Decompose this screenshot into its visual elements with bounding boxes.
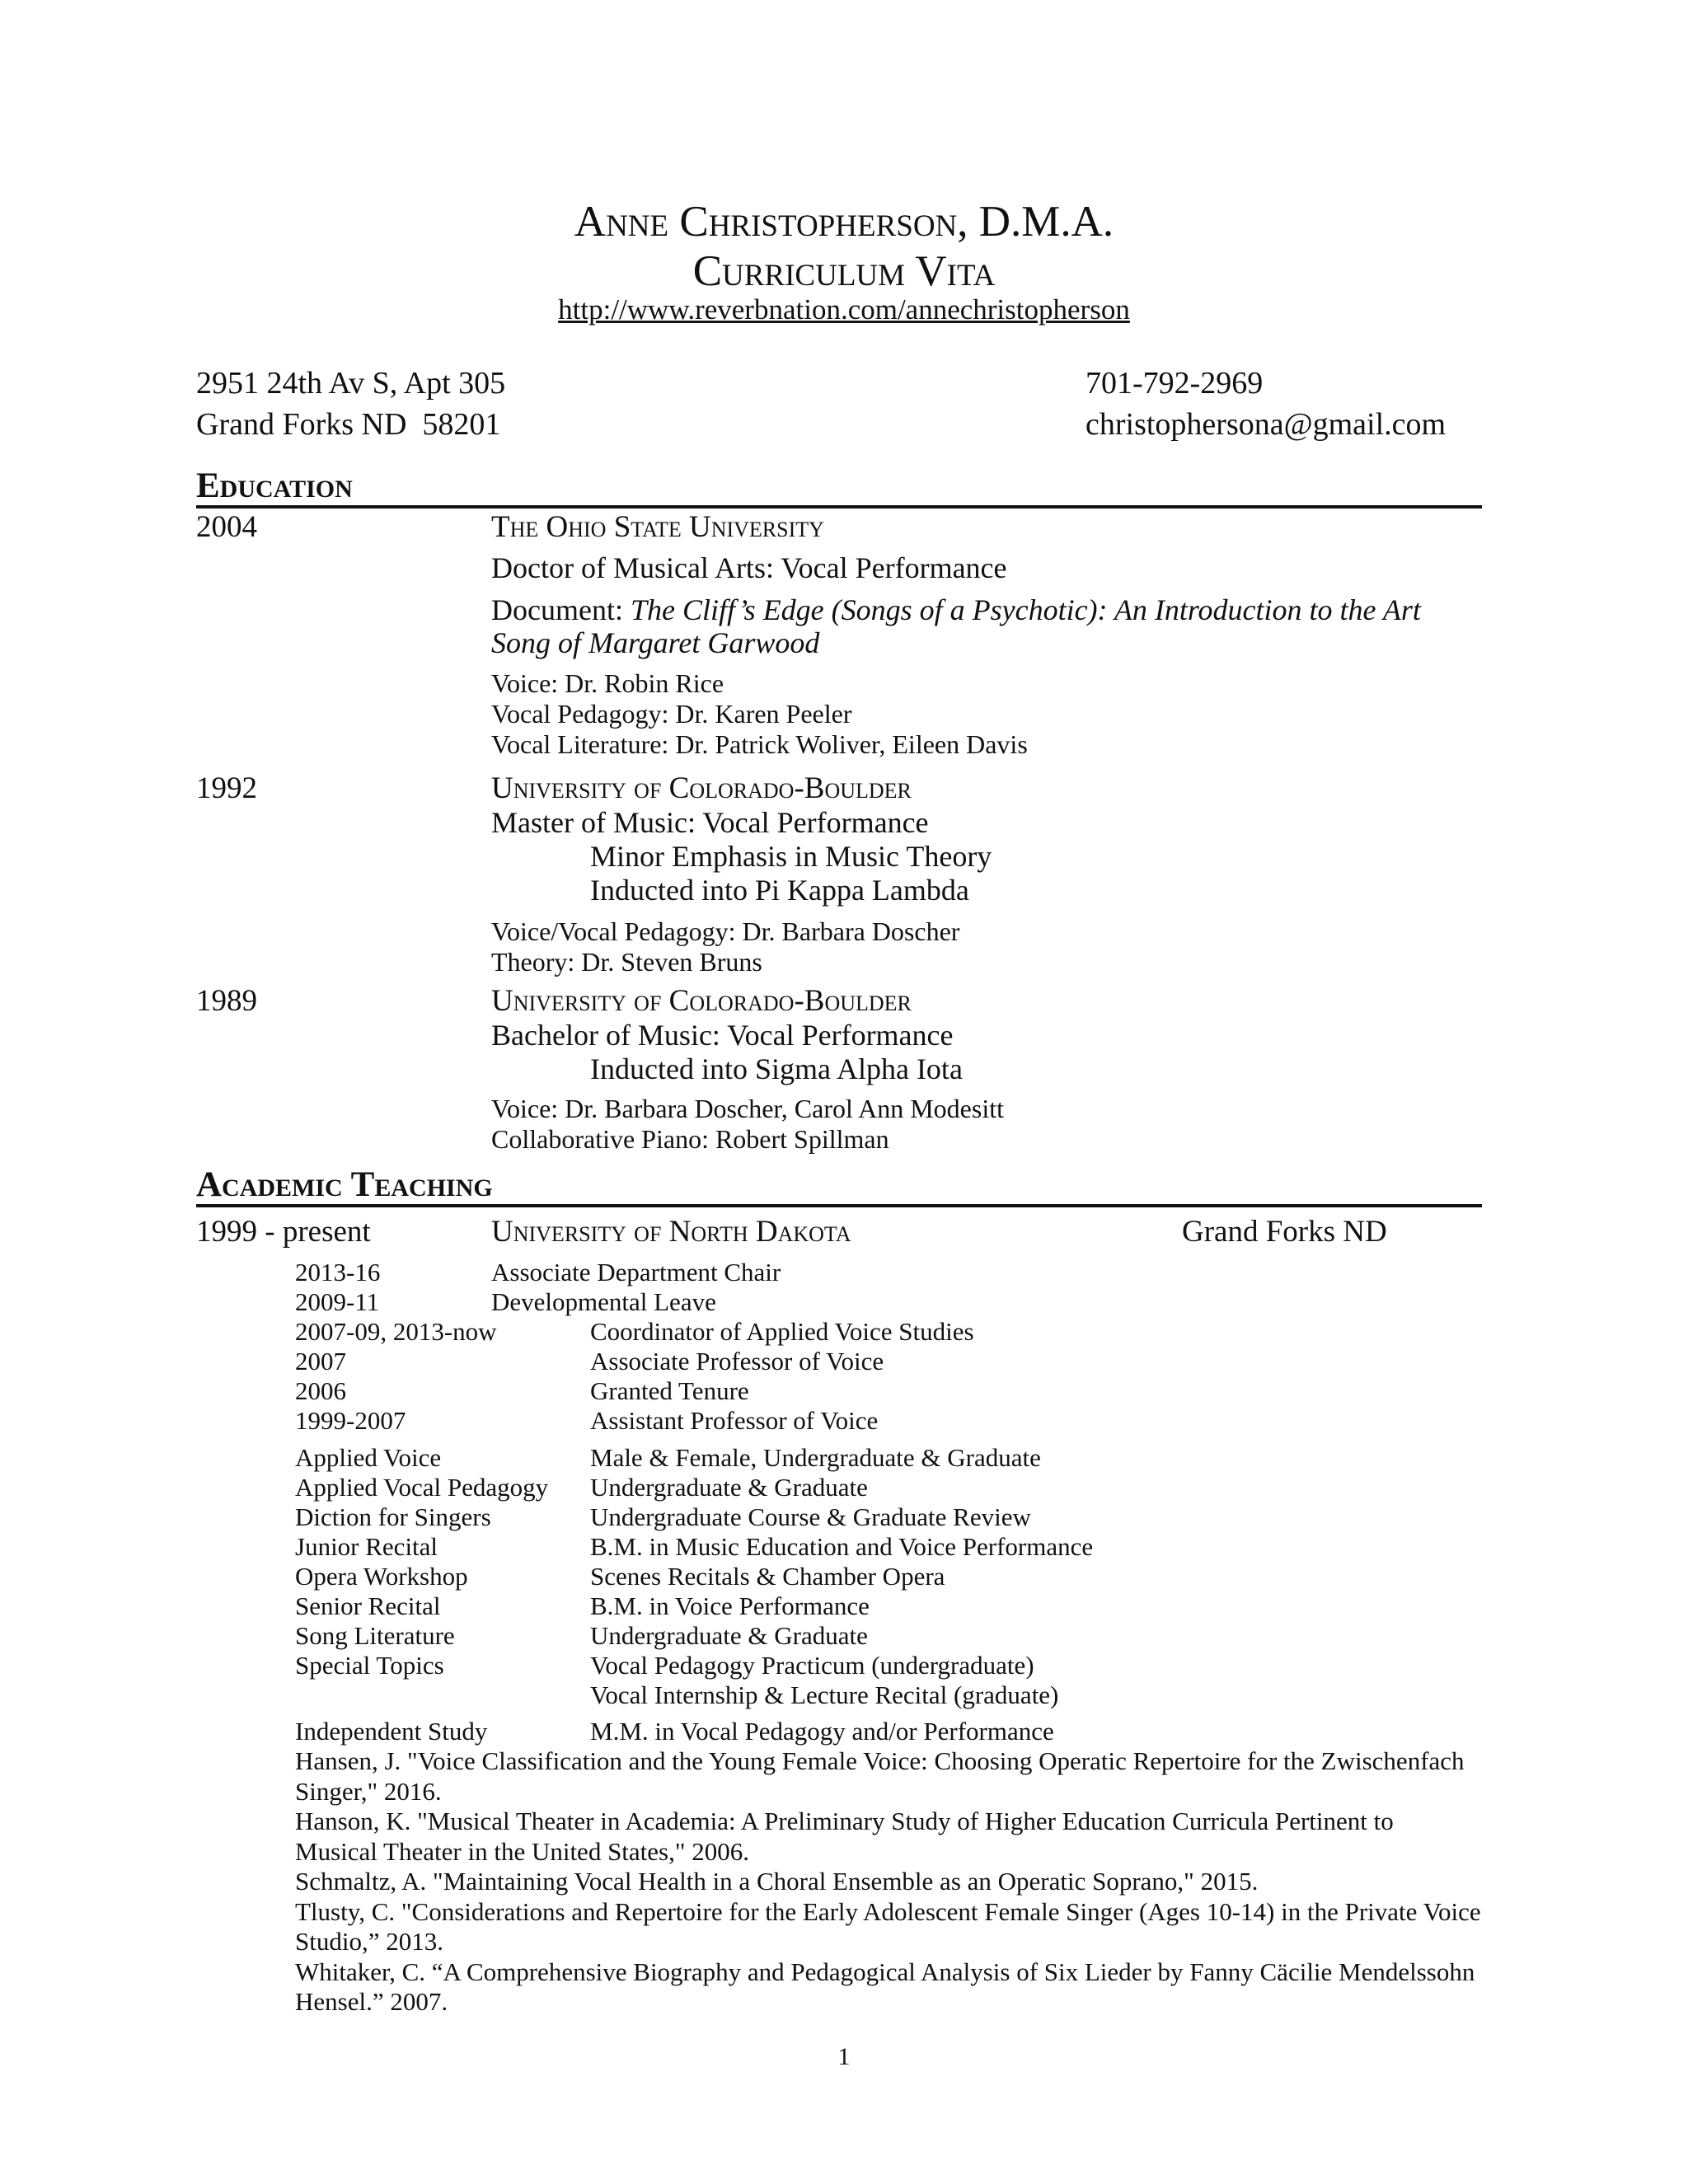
education-teacher: Theory: Dr. Steven Bruns <box>491 947 762 977</box>
course-name: Independent Study <box>295 1717 488 1746</box>
email-address[interactable]: christophersona@gmail.com <box>1085 407 1447 442</box>
thesis-entry: Whitaker, C. “A Comprehensive Biography and Pedagogical Analysis of Six Lieder by Fanny Cäcilie Mendelssohn Hensel.” 2007. <box>295 1957 1475 2016</box>
position-role: Associate Department Chair <box>491 1258 781 1286</box>
course-name: Applied Voice <box>295 1443 442 1472</box>
education-degree: Doctor of Musical Arts: Vocal Performance <box>491 551 1007 584</box>
teaching-period: 1999 - present <box>196 1215 371 1249</box>
education-note: Minor Emphasis in Music Theory <box>590 840 992 873</box>
education-teacher: Vocal Pedagogy: Dr. Karen Peeler <box>491 699 852 729</box>
page-number: 1 <box>837 2043 851 2070</box>
course-desc: Vocal Internship & Lecture Recital (graduate) <box>590 1680 1059 1709</box>
position-role: Coordinator of Applied Voice Studies <box>590 1317 974 1346</box>
education-teacher: Vocal Literature: Dr. Patrick Woliver, Eileen Davis <box>491 729 1028 759</box>
course-desc: Vocal Pedagogy Practicum (undergraduate) <box>590 1651 1034 1680</box>
education-teacher: Voice/Vocal Pedagogy: Dr. Barbara Doscher <box>491 916 960 946</box>
education-year: 2004 <box>196 510 257 544</box>
thesis-entry: Tlusty, C. "Considerations and Repertoire for the Early Adolescent Female Singer (Ages 10-14) in the Private Voice Studio,” 2013. <box>295 1896 1481 1956</box>
education-note: Inducted into Sigma Alpha Iota <box>590 1052 963 1085</box>
education-degree: Master of Music: Vocal Performance <box>491 806 929 839</box>
cv-title: Curriculum Vita <box>692 247 996 295</box>
address-line-1: 2951 24th Av S, Apt 305 <box>196 366 506 401</box>
position-years: 1999-2007 <box>295 1406 406 1435</box>
course-name: Special Topics <box>295 1651 444 1680</box>
thesis-entry: Schmaltz, A. "Maintaining Vocal Health in a Choral Ensemble as an Operatic Soprano," 2015. <box>295 1867 1259 1896</box>
course-desc: Undergraduate & Graduate <box>590 1621 868 1650</box>
education-year: 1989 <box>196 984 257 1018</box>
document-label: Document: <box>491 593 631 626</box>
contact-block <box>1085 363 1446 445</box>
website-link-text[interactable]: http://www.reverbnation.com/annechristopherson <box>558 293 1130 326</box>
education-teacher: Collaborative Piano: Robert Spillman <box>491 1124 889 1154</box>
education-teacher: Voice: Dr. Barbara Doscher, Carol Ann Modesitt <box>491 1094 1004 1123</box>
education-note: Inducted into Pi Kappa Lambda <box>590 874 969 907</box>
thesis-entry: Hansen, J. "Voice Classification and the Young Female Voice: Choosing Operatic Repertoire for the Zwischenfach Singer," 2016. <box>295 1746 1465 1806</box>
document-title-line-1: The Cliff’s Edge (Songs of a Psychotic): An Introduction to the Art <box>630 593 1421 626</box>
website-link[interactable] <box>0 293 1688 327</box>
teaching-heading: Academic Teaching <box>196 1165 1482 1207</box>
position-years: 2009-11 <box>295 1287 380 1316</box>
course-name: Junior Recital <box>295 1532 438 1561</box>
thesis-list <box>295 1746 1482 2018</box>
course-name: Song Literature <box>295 1621 455 1650</box>
cv-name: Anne Christopherson, D.M.A. <box>574 198 1114 246</box>
education-heading: Education <box>196 466 1482 509</box>
course-desc: B.M. in Voice Performance <box>590 1591 870 1620</box>
course-desc: Undergraduate & Graduate <box>590 1473 868 1502</box>
course-desc: Undergraduate Course & Graduate Review <box>590 1502 1031 1531</box>
education-institution: University of Colorado-Boulder <box>491 771 912 805</box>
phone-number: 701-792-2969 <box>1085 366 1264 401</box>
course-name: Opera Workshop <box>295 1562 468 1591</box>
position-years: 2007 <box>295 1347 346 1376</box>
course-desc: Male & Female, Undergraduate & Graduate <box>590 1443 1041 1472</box>
course-desc: Scenes Recitals & Chamber Opera <box>590 1562 945 1591</box>
course-desc: B.M. in Music Education and Voice Performance <box>590 1532 1094 1561</box>
course-name: Senior Recital <box>295 1591 441 1620</box>
thesis-entry: Hanson, K. "Musical Theater in Academia: A Preliminary Study of Higher Education Curricula Pertinent to Musical Theater in the United States," 2006. <box>295 1807 1394 1866</box>
position-role: Assistant Professor of Voice <box>590 1406 879 1435</box>
course-name: Diction for Singers <box>295 1502 491 1531</box>
education-year: 1992 <box>196 771 257 805</box>
document-title-line-2: Song of Margaret Garwood <box>491 626 820 659</box>
education-institution: University of Colorado-Boulder <box>491 984 912 1018</box>
position-role: Developmental Leave <box>491 1287 716 1316</box>
address-block <box>196 363 505 445</box>
education-document <box>491 593 1421 627</box>
address-line-2: Grand Forks ND 58201 <box>196 407 501 442</box>
teaching-location: Grand Forks ND <box>1182 1215 1387 1249</box>
position-years: 2007-09, 2013-now <box>295 1317 497 1346</box>
education-teacher: Voice: Dr. Robin Rice <box>491 668 724 698</box>
education-institution: The Ohio State University <box>491 510 824 544</box>
teaching-institution: University of North Dakota <box>491 1215 851 1249</box>
position-role: Granted Tenure <box>590 1376 749 1405</box>
course-desc: M.M. in Vocal Pedagogy and/or Performance <box>590 1717 1054 1746</box>
position-years: 2006 <box>295 1376 346 1405</box>
position-years: 2013-16 <box>295 1258 381 1286</box>
course-name: Applied Vocal Pedagogy <box>295 1473 549 1502</box>
position-role: Associate Professor of Voice <box>590 1347 884 1376</box>
education-degree: Bachelor of Music: Vocal Performance <box>491 1019 954 1052</box>
